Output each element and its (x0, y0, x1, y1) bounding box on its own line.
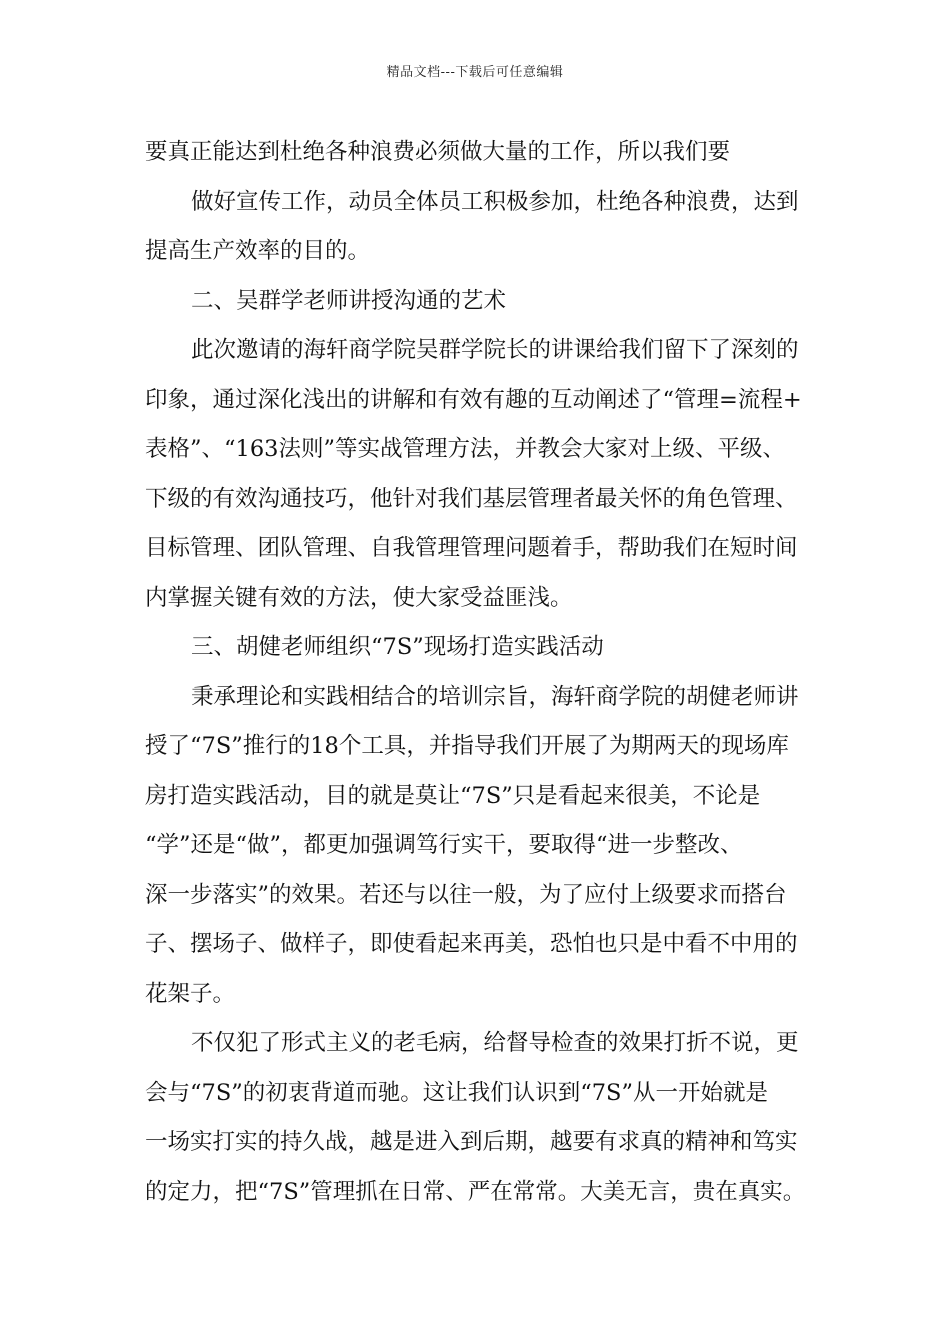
text-line: 秉承理论和实践相结合的培训宗旨，海轩商学院的胡健老师讲 (191, 683, 799, 710)
text-line: 此次邀请的海轩商学院吴群学院长的讲课给我们留下了深刻的 (191, 337, 799, 363)
section-heading: 三、胡健老师组织“7S”现场打造实践活动 (191, 634, 604, 660)
text-line: 花架子。 (145, 980, 236, 1007)
text-line: 的定力，把“7S”管理抓在日常、严在常常。大美无言，贵在真实。 (145, 1178, 806, 1205)
text-line: 深一步落实”的效果。若还与以往一般，为了应付上级要求而搭台 (145, 881, 787, 908)
section-heading: 二、吴群学老师讲授沟通的艺术 (191, 287, 507, 314)
text-line: 要真正能达到杜绝各种浪费必须做大量的工作，所以我们要 (145, 139, 731, 165)
text-line: 印象，通过深化浅出的讲解和有效有趣的互动阐述了“管理=流程+ (145, 386, 802, 413)
text-line: 目标管理、团队管理、自我管理管理问题着手，帮助我们在短时间 (145, 535, 798, 561)
text-line: “学”还是“做”，都更加强调笃行实干，要取得“进一步整改、 (145, 832, 743, 858)
text-line: 不仅犯了形式主义的老毛病，给督导检查的效果打折不说，更 (191, 1030, 799, 1056)
text-line: 会与“7S”的初衷背道而驰。这让我们认识到“7S”从一开始就是 (145, 1079, 768, 1106)
text-line: 房打造实践活动，目的就是莫让“7S”只是看起来很美，不论是 (145, 782, 761, 809)
text-line: 提高生产效率的目的。 (145, 238, 371, 264)
document-body (145, 128, 830, 1217)
text-line: 子、摆场子、做样子，即使看起来再美，恐怕也只是中看不中用的 (145, 931, 798, 957)
text-line: 一场实打实的持久战，越是进入到后期，越要有求真的精神和笃实 (145, 1129, 798, 1155)
text-line: 做好宣传工作，动员全体员工积极参加，杜绝各种浪费，达到 (191, 188, 799, 215)
page-header: 精品文档---下载后可任意编辑 (386, 65, 564, 80)
text-line: 内掌握关键有效的方法，使大家受益匪浅。 (145, 584, 573, 611)
text-line: 下级的有效沟通技巧，他针对我们基层管理者最关怀的角色管理、 (145, 485, 798, 512)
text-line: 表格”、“163法则”等实战管理方法，并教会大家对上级、平级、 (145, 436, 785, 462)
text-line: 授了“7S”推行的18个工具，并指导我们开展了为期两天的现场库 (145, 733, 789, 759)
